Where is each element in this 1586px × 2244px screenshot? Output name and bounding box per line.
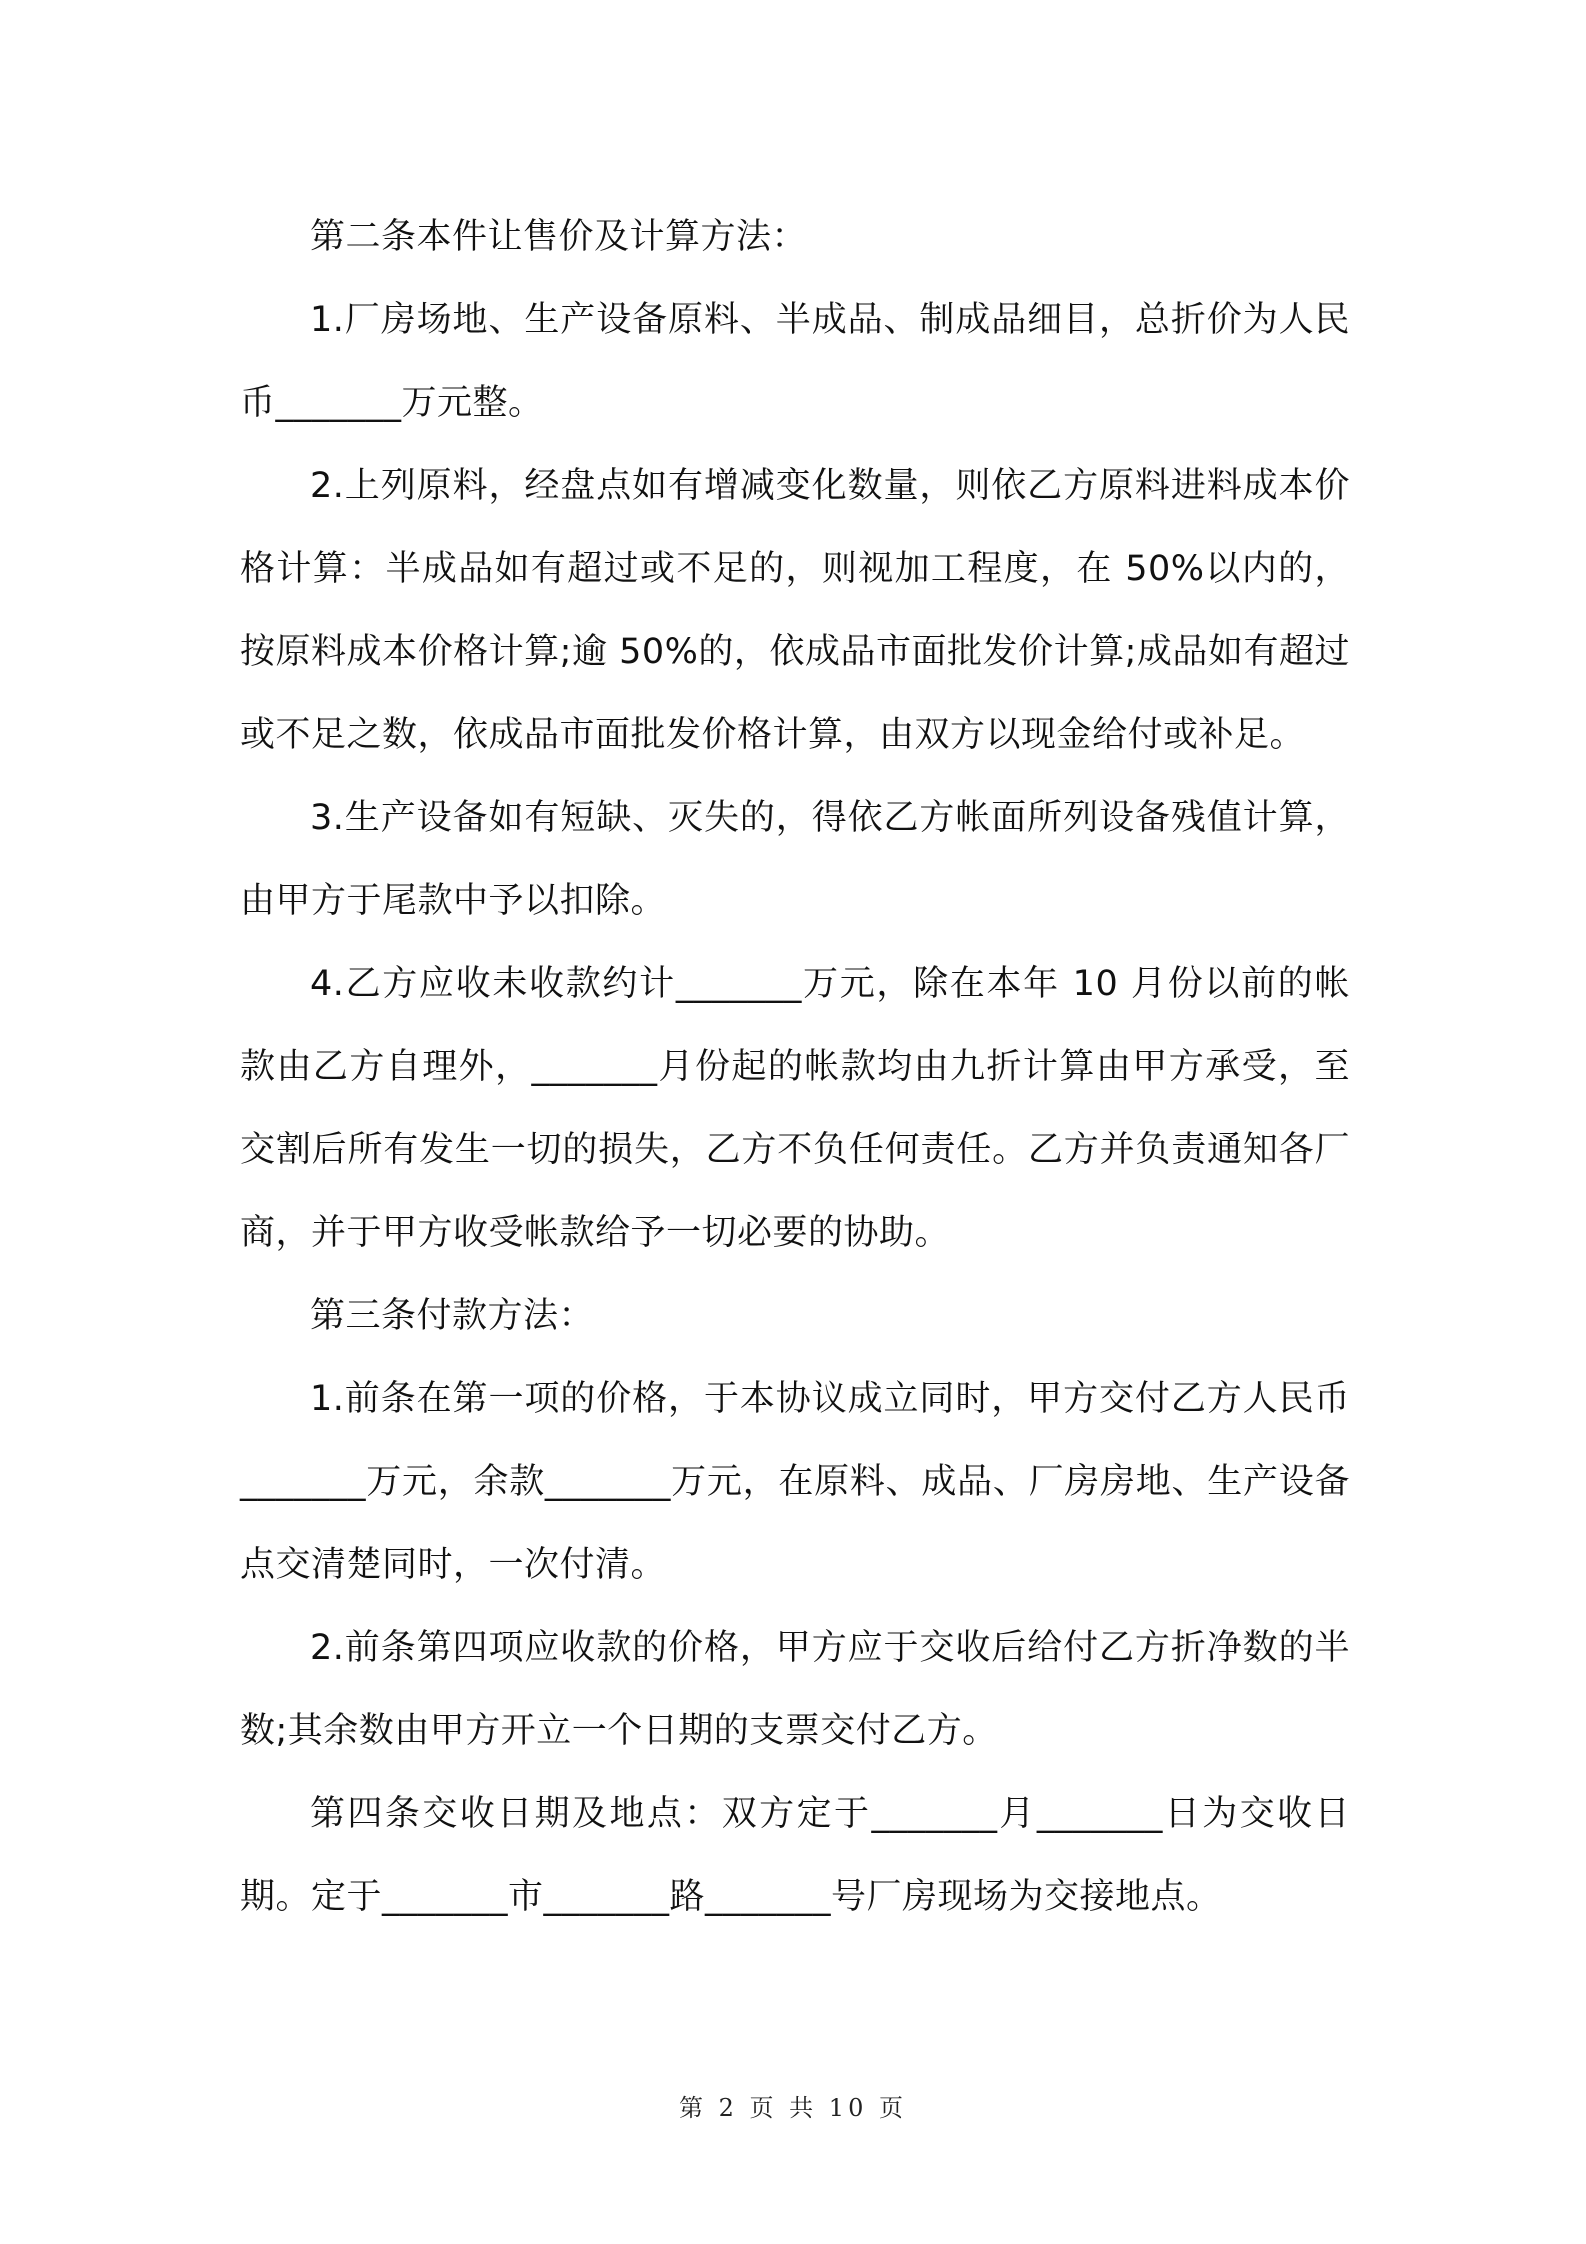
article-2-clause-3: 3.生产设备如有短缺、灭失的，得依乙方帐面所列设备残值计算，由甲方于尾款中予以扣除。 bbox=[240, 798, 1350, 921]
page-number-footer: 第 2 页 共 10 页 bbox=[679, 2094, 907, 2122]
article-4-paragraph: 第四条交收日期及地点：双方定于_______月_______日为交收日期。定于_______市_______路_______号厂房现场为交接地点。 bbox=[240, 1794, 1350, 1917]
article-2-clause-1: 1.厂房场地、生产设备原料、半成品、制成品细目，总折价为人民币_______万元整。 bbox=[240, 300, 1350, 423]
article-3-clause-1: 1.前条在第一项的价格，于本协议成立同时，甲方交付乙方人民币_______万元，余款_______万元，在原料、成品、厂房房地、生产设备点交清楚同时，一次付清。 bbox=[240, 1379, 1350, 1585]
article-3-heading: 第三条付款方法： bbox=[310, 1296, 595, 1336]
article-2-heading: 第二条本件让售价及计算方法： bbox=[310, 217, 808, 257]
article-2-clause-4: 4.乙方应收未收款约计_______万元，除在本年 10 月份以前的帐款由乙方自理外，_______月份起的帐款均由九折计算由甲方承受，至交割后所有发生一切的损失，乙方不负任何责任。乙方并负责通知各厂商，并于甲方收受帐款给予一切必要的协助。 bbox=[240, 964, 1350, 1253]
article-3-clause-2: 2.前条第四项应收款的价格，甲方应于交收后给付乙方折净数的半数;其余数由甲方开立一个日期的支票交付乙方。 bbox=[240, 1628, 1350, 1751]
document-body bbox=[240, 196, 1350, 1939]
article-2-clause-2: 2.上列原料，经盘点如有增减变化数量，则依乙方原料进料成本价格计算：半成品如有超过或不足的，则视加工程度，在 50%以内的，按原料成本价格计算;逾 50%的，依成品市面批发价计算;成品如有超过或不足之数，依成品市面批发价格计算，由双方以现金给付或补足。 bbox=[240, 466, 1350, 755]
